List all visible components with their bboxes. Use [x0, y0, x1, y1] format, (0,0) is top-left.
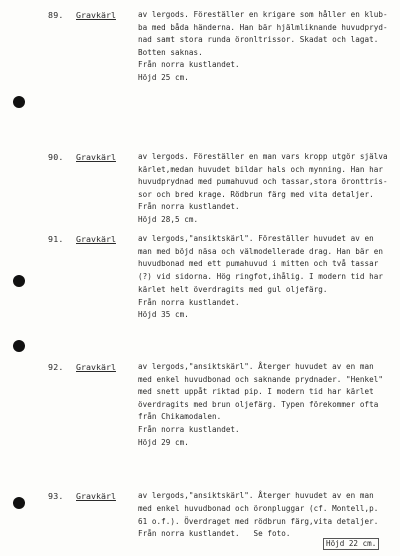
- entry-term: Gravkärl: [76, 152, 116, 162]
- entry-number: 91.: [48, 234, 64, 244]
- entry-text-line: Höjd 29 cm.: [138, 437, 189, 447]
- entry-text-line: Från norra kustlandet.: [138, 425, 240, 434]
- entry-text-line: 61 o.f.). Överdraget med rödbrun färg,vita detaljer.: [138, 516, 379, 526]
- entry-text-line: Från norra kustlandet.: [138, 60, 240, 70]
- punch-hole: [13, 96, 25, 108]
- entry-text-line: kärlet,medan huvudet bildar hals och mynning. Han har: [138, 164, 383, 174]
- entry-text-line: Höjd 35 cm.: [138, 310, 189, 320]
- entry-text-line: av lergods,"ansiktskärl". Återger huvudet av en man: [138, 491, 374, 500]
- entry-term: Gravkärl: [76, 10, 116, 20]
- entry-text-line: huvudprydnad med pumahuvud och tassar,stora öronttris-: [138, 177, 388, 187]
- entry-text-line: kärlet helt överdragits med gul oljefärg.: [138, 284, 328, 294]
- entry-text-line: Höjd 25 cm.: [138, 73, 189, 82]
- entry-term: Gravkärl: [76, 491, 116, 501]
- entry-text-line: av lergods,"ansiktskärl". Föreställer huvudet av en: [138, 234, 374, 243]
- entry-text-line: av lergods. Föreställer en krigare som håller en klub-: [138, 10, 388, 19]
- entry-text-line: med enkel huvudbonad och öronpluggar (cf. Montell,p.: [138, 503, 379, 513]
- entry-text-line: man med böjd näsa och välmodellerade drag. Han bär en: [138, 246, 383, 256]
- entry-number: 90.: [48, 152, 64, 162]
- entry-text-line: Höjd 28,5 cm.: [138, 215, 199, 224]
- entry-text-line: huvudbonad med ett pumahuvud i mitten och två tassar: [138, 259, 379, 269]
- entry-text-line: Från norra kustlandet.: [138, 202, 240, 212]
- entry-number: 92.: [48, 362, 64, 372]
- punch-hole: [13, 340, 25, 352]
- entry-term: Gravkärl: [76, 234, 116, 244]
- entry-text-line: med enkel huvudbonad och saknande prydnader. "Henkel": [138, 374, 383, 384]
- entry-text-line: (?) vid sidorna. Hög ringfot,ihålig. I modern tid har: [138, 272, 383, 282]
- entry-text-line: sor och bred krage. Rödbrun färg med vita detaljer.: [138, 189, 374, 199]
- entry-text-line: överdragits med brun oljefärg. Typen förekommer ofta: [138, 399, 379, 409]
- entry-text-line: med snett uppåt riktad pip. I modern tid har kärlet: [138, 387, 374, 397]
- entry-number: 89.: [48, 10, 64, 20]
- height-label: Höjd 22 cm.: [323, 538, 379, 550]
- entry-text-line: från Chikamodalen.: [138, 412, 222, 422]
- punch-hole: [13, 497, 25, 509]
- entry-text-line: ba med båda händerna. Han bär hjälmliknande huvudpryd-: [138, 22, 388, 32]
- entry-text-line: av lergods. Föreställer en man vars kropp utgör själva: [138, 152, 388, 161]
- entry-text-line: Från norra kustlandet. Se foto.: [138, 529, 291, 539]
- entry-term: Gravkärl: [76, 362, 116, 372]
- punch-hole: [13, 275, 25, 287]
- entry-text-line: Botten saknas.: [138, 47, 203, 57]
- entry-text-line: Från norra kustlandet.: [138, 297, 240, 307]
- entry-text-line: av lergods,"ansiktskärl". Återger huvudet av en man: [138, 362, 374, 371]
- entry-text-line: nad samt stora runda öronltrissor. Skadat och lagat.: [138, 35, 379, 45]
- entry-number: 93.: [48, 491, 64, 501]
